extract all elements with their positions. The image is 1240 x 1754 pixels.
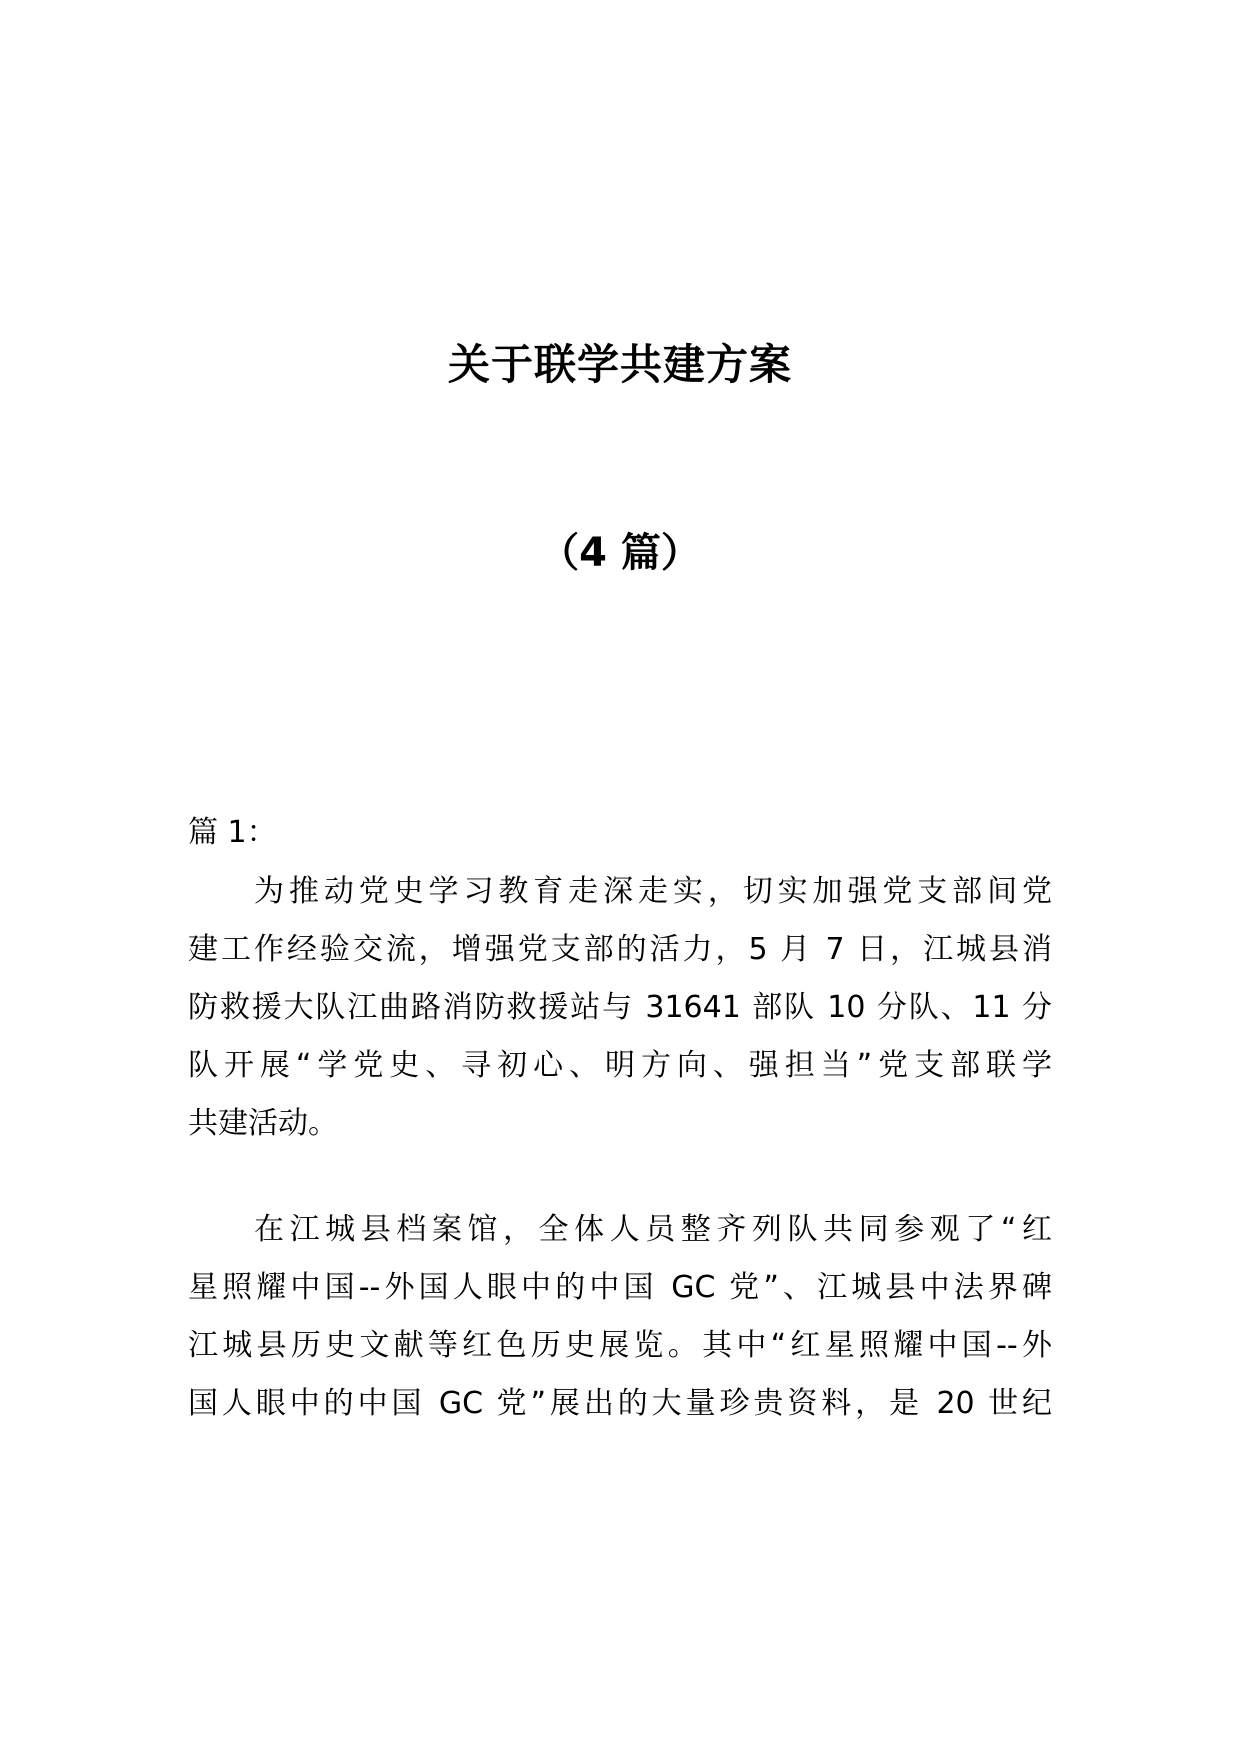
paragraph-line: 建工作经验交流，增强党支部的活力，5 月 7 日，江城县消 [188,932,1052,967]
paragraph-line: 队开展“学党史、寻初心、明方向、强担当”党支部联学 [188,1048,1052,1083]
paragraph-line: 共建活动。 [188,1106,338,1141]
paragraph-line: 星照耀中国--外国人眼中的中国 GC 党”、江城县中法界碑 [188,1270,1052,1305]
paragraph-line: 国人眼中的中国 GC 党”展出的大量珍贵资料，是 20 世纪 [188,1386,1052,1421]
paragraph-line: 在江城县档案馆，全体人员整齐列队共同参观了“红 [254,1212,1052,1247]
paragraph-line: 为推动党史学习教育走深走实，切实加强党支部间党 [254,874,1052,909]
document-subtitle: （4 篇） [539,530,701,576]
section-label: 篇 1： [188,815,277,850]
paragraph-line: 江城县历史文献等红色历史展览。其中“红星照耀中国--外 [188,1328,1052,1363]
paragraph-line: 防救援大队江曲路消防救援站与 31641 部队 10 分队、11 分 [188,990,1052,1025]
document-title: 关于联学共建方案 [447,340,792,389]
